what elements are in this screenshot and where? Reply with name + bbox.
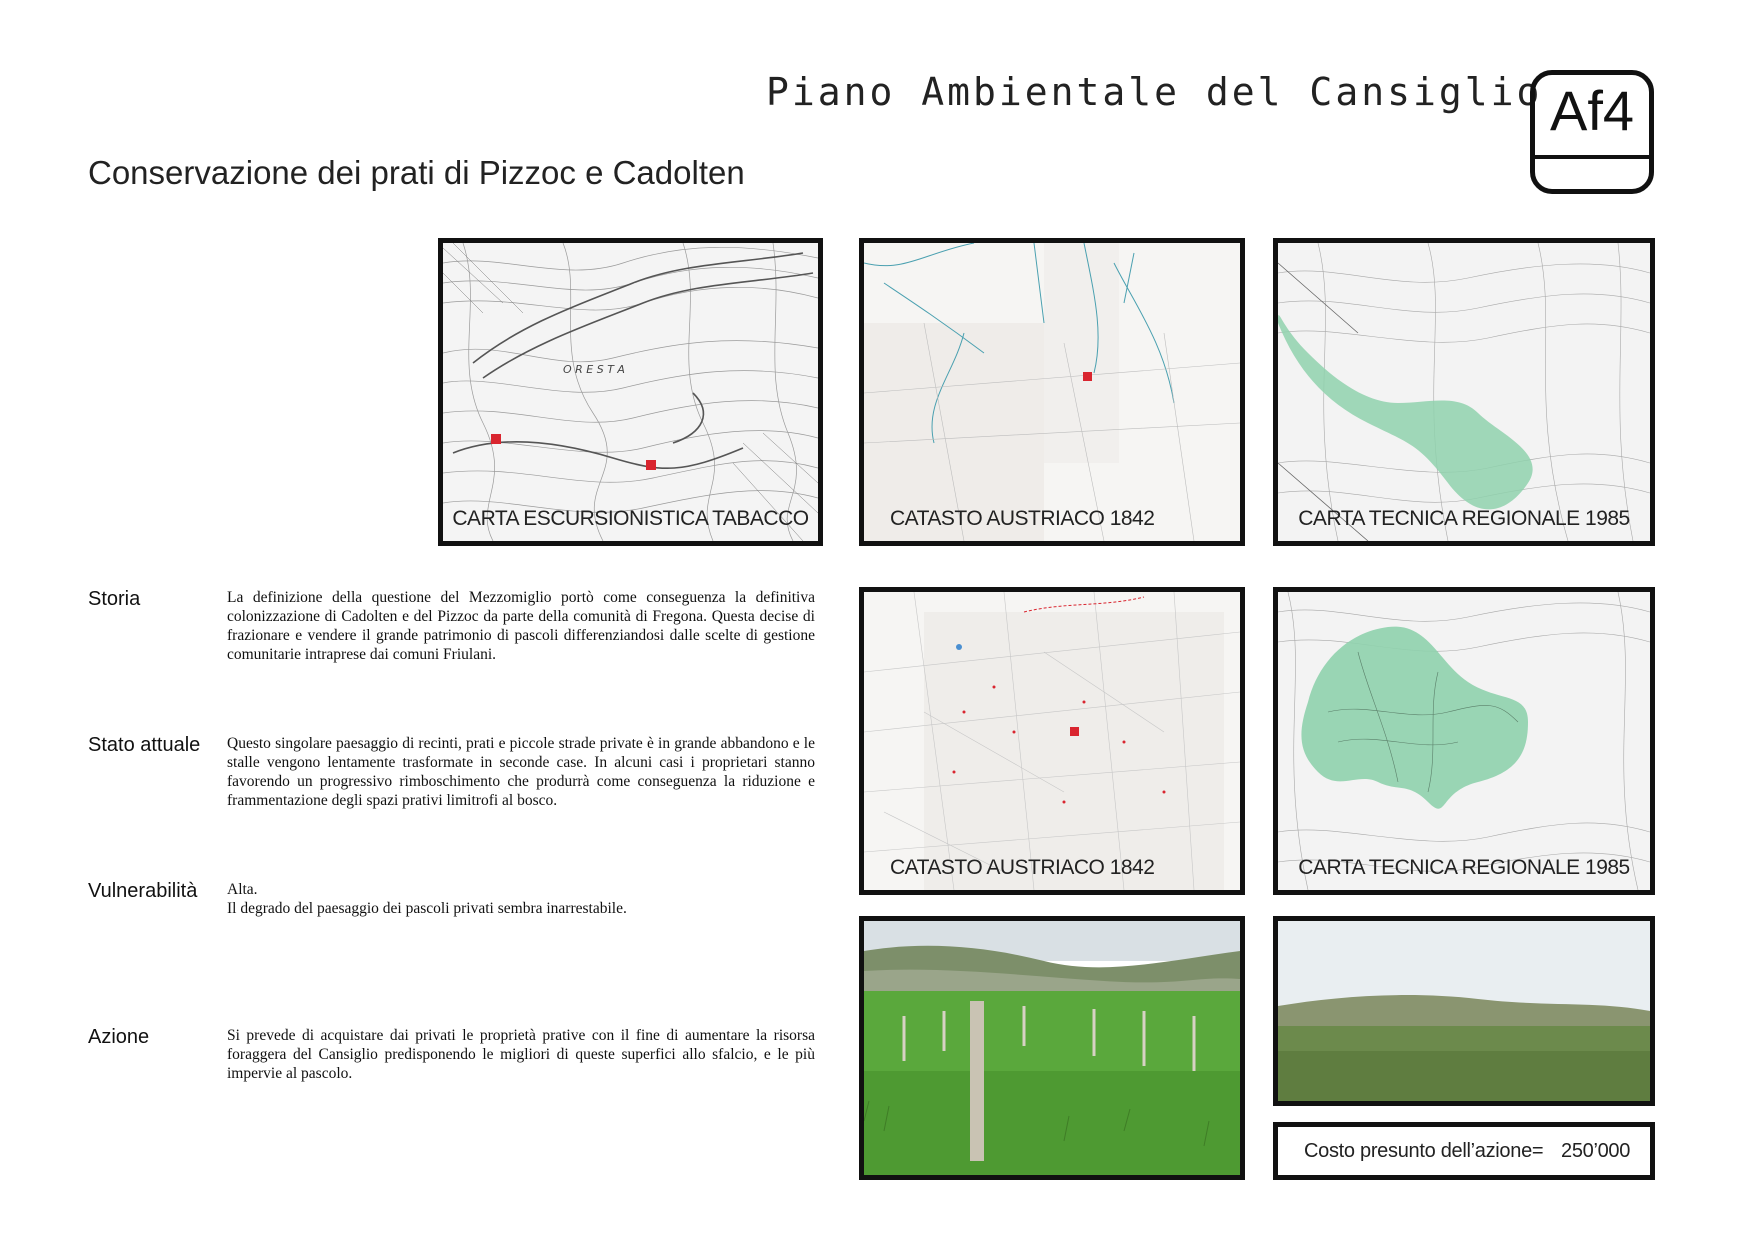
- landscape-photo: [1278, 921, 1650, 1101]
- section-label-storia: Storia: [88, 588, 141, 610]
- section-label-vulnerabilita: Vulnerabilità: [88, 880, 198, 902]
- cost-label: Costo presunto dell’azione=: [1304, 1140, 1544, 1162]
- catasto-1842-caption-top: CATASTO AUSTRIACO 1842: [890, 507, 1155, 530]
- section-text-azione: Si prevede di acquistare dai privati le proprietà prative con il fine di aumentare la risorsa foraggera del Cansiglio predisponendo le migliori di queste superfici allo sfalcio, e le più impervie al pascolo.: [227, 1027, 815, 1082]
- location-marker: [1070, 727, 1079, 736]
- ctr-1985-panel-top: [1273, 238, 1655, 546]
- cost-value: 250’000: [1561, 1140, 1631, 1162]
- photo-reforestation-panel: [859, 916, 1245, 1180]
- catasto-1842-caption-middle: CATASTO AUSTRIACO 1842: [890, 856, 1155, 879]
- document-header-title: Piano Ambientale del Cansiglio: [766, 70, 1543, 114]
- location-marker: [491, 434, 501, 444]
- catasto-1842-panel-top: [859, 238, 1245, 546]
- vulnerability-note: Il degrado del paesaggio dei pascoli privati sembra inarrestabile.: [227, 900, 627, 917]
- ctr-1985-caption-top: CARTA TECNICA REGIONALE 1985: [1298, 507, 1630, 530]
- cadastral-map-image: [864, 243, 1240, 541]
- ctr-1985-panel-middle: [1273, 587, 1655, 895]
- section-label-azione: Azione: [88, 1026, 150, 1048]
- sheet-code-divider: [1535, 155, 1649, 159]
- photo-meadow-panel: [1273, 916, 1655, 1106]
- section-text-stato-attuale: Questo singolare paesaggio di recinti, prati e piccole strade private è in grande abbandono e le stalle vengono lentamente trasformate in seconde case. In alcuni casi i proprietari stanno favorendo un progressivo rimboschimento che produrrà come conseguenza la riduzione e frammentazione degli spazi prativi limitrofi al bosco.: [227, 735, 815, 809]
- cost-box: [1273, 1122, 1655, 1180]
- section-text-vulnerabilita: [227, 880, 815, 918]
- vulnerability-level: Alta.: [227, 881, 258, 898]
- location-marker: [646, 460, 656, 470]
- catasto-1842-panel-middle: [859, 587, 1245, 895]
- map-place-label: O R E S T A: [563, 363, 625, 376]
- location-marker: [1083, 372, 1092, 381]
- wooden-post: [970, 1001, 984, 1161]
- sheet-code: Af4: [1549, 79, 1635, 142]
- map-tabacco-panel: [438, 238, 823, 546]
- page-title: Conservazione dei prati di Pizzoc e Cadolten: [88, 154, 745, 191]
- section-text-storia: La definizione della questione del Mezzomiglio portò come conseguenza la definitiva colonizzazione di Cadolten e del Pizzoc da parte della comunità di Fregona. Questa decise di frazionare e vendere il grande patrimonio di pascoli differenziandosi dalle scelte di gestione comunitarie intraprese dai comuni Friulani.: [227, 589, 815, 663]
- cadastral-map-image: [864, 592, 1240, 890]
- topographic-map-image: [443, 243, 818, 541]
- technical-map-image: [1278, 243, 1650, 541]
- map-tabacco-caption: CARTA ESCURSIONISTICA TABACCO: [452, 507, 809, 530]
- section-label-stato-attuale: Stato attuale: [88, 734, 201, 756]
- ctr-1985-caption-middle: CARTA TECNICA REGIONALE 1985: [1298, 856, 1630, 879]
- landscape-photo: [864, 921, 1240, 1175]
- sheet-code-box: [1530, 70, 1654, 194]
- technical-map-image: [1278, 592, 1650, 890]
